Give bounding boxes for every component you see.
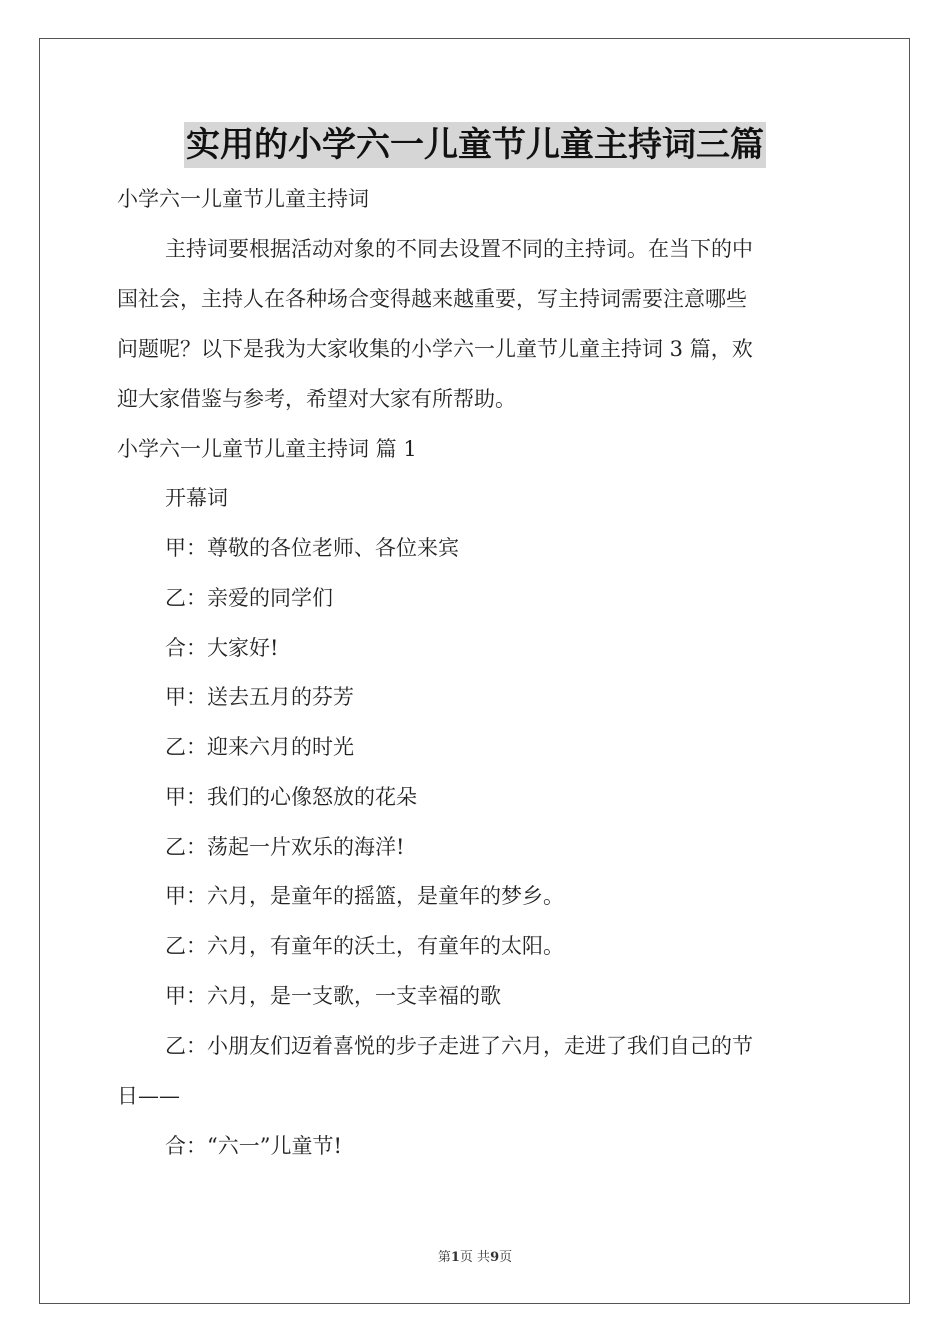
total-page-number: 9 (490, 1250, 500, 1265)
paragraph-line: 主持词要根据活动对象的不同去设置不同的主持词。在当下的中 (165, 237, 753, 261)
paragraph-line: 乙：荡起一片欢乐的海洋! (165, 835, 405, 859)
paragraph-line: 甲：送去五月的芬芳 (165, 685, 354, 709)
page-footer (0, 1246, 950, 1265)
subtitle: 小学六一儿童节儿童主持词 (117, 187, 369, 211)
paragraph-line: 甲：六月，是一支歌，一支幸福的歌 (165, 984, 501, 1008)
title-container (0, 122, 950, 168)
paragraph-line: 乙：小朋友们迈着喜悦的步子走进了六月，走进了我们自己的节 (165, 1034, 753, 1058)
paragraph-line: 国社会，主持人在各种场合变得越来越重要，写主持词需要注意哪些 (117, 287, 747, 311)
paragraph-line: 开幕词 (165, 486, 228, 510)
paragraph-line: 乙：迎来六月的时光 (165, 735, 354, 759)
paragraph-line: 甲：我们的心像怒放的花朵 (165, 785, 417, 809)
paragraph-line: 甲：尊敬的各位老师、各位来宾 (165, 536, 459, 560)
footer-suffix: 页 (499, 1250, 513, 1265)
paragraph-line: 乙：六月，有童年的沃土，有童年的太阳。 (165, 934, 564, 958)
section-heading: 小学六一儿童节儿童主持词 篇 1 (117, 437, 417, 461)
footer-prefix: 第 (437, 1250, 451, 1265)
paragraph-line: 合：“六一”儿童节! (165, 1134, 342, 1158)
current-page-number: 1 (450, 1250, 460, 1265)
paragraph-line: 乙：亲爱的同学们 (165, 586, 333, 610)
paragraph-line: 迎大家借鉴与参考，希望对大家有所帮助。 (117, 387, 516, 411)
paragraph-line: 问题呢？以下是我为大家收集的小学六一儿童节儿童主持词 3 篇，欢 (117, 337, 753, 361)
page-border (39, 38, 910, 1304)
paragraph-line: 合：大家好! (165, 636, 279, 660)
paragraph-line: 甲：六月，是童年的摇篮，是童年的梦乡。 (165, 884, 564, 908)
footer-mid: 页 共 (459, 1250, 491, 1265)
paragraph-line: 日—— (117, 1084, 180, 1108)
document-title: 实用的小学六一儿童节儿童主持词三篇 (184, 122, 766, 168)
